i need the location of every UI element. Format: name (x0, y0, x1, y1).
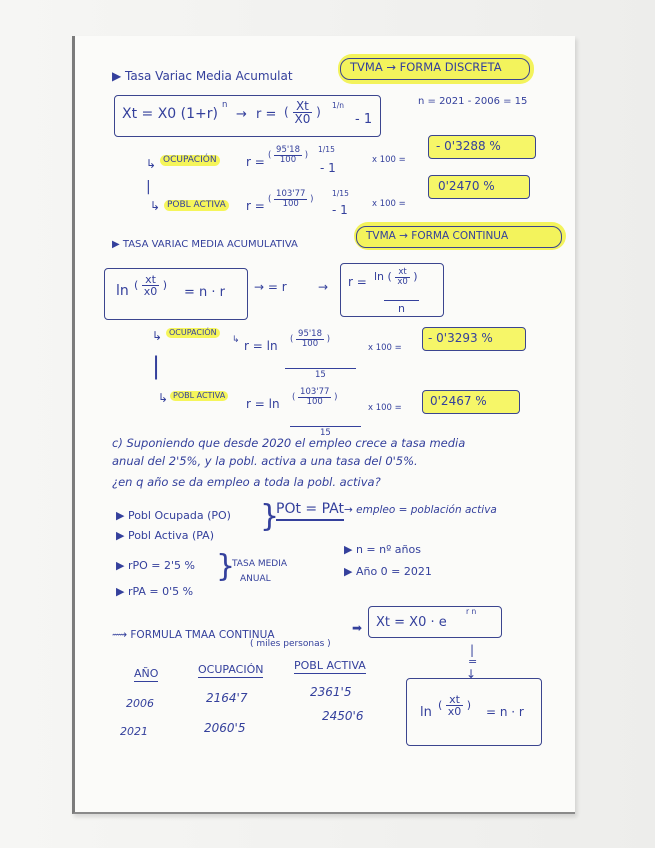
def-pobl-activa: ▶ Pobl Activa (PA) (116, 529, 214, 542)
d-ocup-pow: 1/15 (318, 145, 335, 154)
exp-formula-exp: r n (466, 607, 477, 616)
cont-arrow2: → (318, 280, 329, 294)
c-ocup-times: x 100 = (368, 343, 402, 353)
cont-inner: ln ( $\frac{xt}{x0}$ ) (374, 267, 418, 287)
c-pob-line: | (152, 352, 161, 380)
table-header-year: AÑO (134, 667, 159, 680)
rate-po: ▶ rPO = 2'5 % (116, 559, 195, 572)
formula-arrow: ➡ (352, 621, 363, 635)
c-ocup-frac: ( $\frac{95'18}{100}$ ) (290, 329, 331, 349)
d-pob-frac: ( $\frac{103'77}{100}$ ) (268, 189, 314, 209)
brace-1: } (260, 499, 280, 534)
method-continuous: TVMA → FORMA CONTINUA (366, 230, 509, 242)
d-ocup-result: - 0'3288 % (436, 139, 501, 153)
pob-hook-line: | (146, 179, 151, 195)
table-cell: 2060'5 (204, 721, 246, 735)
discrete-paren: ( $\frac{Xt}{X0}$ ) (284, 99, 321, 126)
final-eq: = n · r (486, 705, 524, 719)
table-cell: 2450'6 (322, 709, 364, 723)
discrete-formula-exp: n (222, 100, 228, 110)
cont-frac: ( $\frac{xt}{x0}$ ) (134, 273, 168, 298)
d-pob-result: 0'2470 % (438, 179, 495, 193)
heading-tasa-variac: ▶ Tasa Variac Media Acumulat (112, 69, 293, 83)
d-ocup-r: r = (246, 155, 265, 169)
vertical-eq: = (468, 655, 478, 668)
tag-pobl-activa-d: POBL ACTIVA (164, 200, 229, 211)
heading-tasa-acumulativa: ▶ TASA VARIAC MEDIA ACUMULATIVA (112, 239, 298, 250)
vertical-line: | (470, 643, 475, 657)
table-header-ocupacion: OCUPACIÓN (198, 663, 264, 676)
question-line-3: ¿en q año se da empleo a toda la pobl. activa? (112, 475, 381, 489)
c-ocup-hook: ↳ (152, 329, 163, 343)
table-cell: 2006 (126, 697, 154, 710)
discrete-pow: 1/n (332, 101, 345, 110)
final-frac: ( $\frac{xt}{x0}$ ) (438, 693, 472, 718)
tag-pobl-activa-c: POBL ACTIVA (170, 391, 228, 401)
c-ocup-r: r = ln (244, 339, 278, 353)
brace-2: } (216, 549, 236, 584)
ocup-hook: ↳ (146, 157, 157, 171)
year-zero: ▶ Año 0 = 2021 (344, 565, 432, 578)
discrete-formula-lhs: Xt = X0 (1+r) (122, 106, 218, 122)
def-pobl-ocupada: ▶ Pobl Ocupada (PO) (116, 509, 231, 522)
d-pob-times: x 100 = (372, 199, 406, 209)
equilibrium-eq: POt = PAt (276, 502, 344, 521)
c-pob-hook: ↳ (158, 391, 169, 405)
question-line-2: anual del 2'5%, y la pobl. activa a una tasa del 0'5%. (112, 454, 418, 468)
c-pob-frac: ( $\frac{103'77}{100}$ ) (292, 387, 338, 407)
tag-ocupacion-c: OCUPACIÓN (166, 328, 220, 338)
cont-r-eq: r = (348, 275, 367, 289)
d-pob-pow: 1/15 (332, 189, 349, 198)
table-cell: 2164'7 (206, 691, 248, 705)
d-ocup-frac: ( $\frac{95'18}{100}$ ) (268, 145, 309, 165)
d-pob-tail: - 1 (332, 203, 348, 217)
final-ln: ln (420, 705, 432, 720)
discrete-arrow: → (236, 107, 247, 122)
c-pob-result: 0'2467 % (430, 394, 487, 408)
d-ocup-times: x 100 = (372, 155, 406, 165)
discrete-r-eq: r = (256, 107, 277, 122)
exp-formula: Xt = X0 · e (376, 615, 447, 630)
table-cell: 2021 (120, 725, 148, 738)
n-years-note: n = 2021 - 2006 = 15 (418, 96, 528, 107)
method-discrete: TVMA → FORMA DISCRETA (350, 60, 502, 74)
down-arrow: ↓ (466, 667, 477, 681)
anual-label: ANUAL (240, 574, 271, 584)
tasa-media-label: TASA MEDIA (232, 559, 288, 569)
cont-eq: = n · r (184, 285, 226, 300)
formula-tmaa-label: ⟿ FORMULA TMAA CONTINUA (112, 629, 275, 641)
question-line-1: c) Suponiendo que desde 2020 el empleo crece a tasa media (112, 436, 466, 450)
units-note: ( miles personas ) (250, 639, 331, 649)
d-ocup-tail: - 1 (320, 161, 336, 175)
c-pob-r: r = ln (246, 397, 280, 411)
cont-n: n (384, 300, 419, 314)
d-pob-r: r = (246, 199, 265, 213)
n-definition: ▶ n = nº años (344, 543, 421, 556)
c-pob-times: x 100 = (368, 403, 402, 413)
c-pob-den: 15 (290, 426, 361, 438)
c-ocup-arrow: ↳ (232, 335, 240, 345)
equilibrium-note: → empleo = población activa (344, 504, 497, 516)
cont-arrow1: → = r (254, 280, 287, 294)
table-cell: 2361'5 (310, 685, 352, 699)
c-ocup-den: 15 (285, 368, 356, 380)
table-header-pobl-activa: POBL ACTIVA (294, 659, 366, 672)
tag-ocupacion-d: OCUPACIÓN (160, 155, 220, 166)
c-ocup-result: - 0'3293 % (428, 331, 493, 345)
pob-hook: ↳ (150, 199, 161, 213)
rate-pa: ▶ rPA = 0'5 % (116, 585, 194, 598)
cont-ln: ln (116, 283, 129, 299)
discrete-tail: - 1 (355, 112, 373, 127)
